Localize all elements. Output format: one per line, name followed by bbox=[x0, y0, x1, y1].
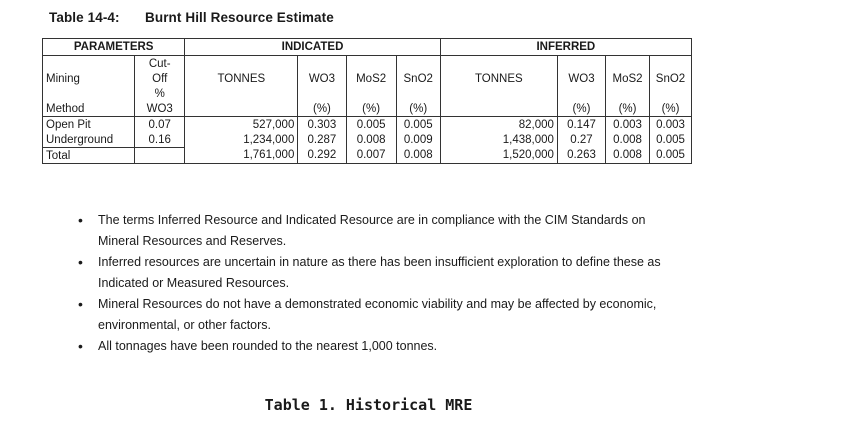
row-method: Underground bbox=[43, 132, 135, 148]
row-indicated-tonnes: 1,761,000 bbox=[185, 148, 298, 164]
indicated-sno2-header: SnO2 bbox=[396, 71, 440, 86]
row-indicated-mos2: 0.008 bbox=[346, 132, 396, 148]
figure-caption: Table 1. Historical MRE bbox=[264, 396, 473, 414]
inferred-sno2-header: SnO2 bbox=[650, 71, 692, 86]
row-method: Open Pit bbox=[43, 117, 135, 133]
row-inferred-sno2: 0.005 bbox=[650, 148, 692, 164]
inferred-sno2-unit: (%) bbox=[650, 101, 692, 117]
indicated-sno2-unit: (%) bbox=[396, 101, 440, 117]
indicated-header: INDICATED bbox=[185, 39, 440, 56]
row-indicated-wo3: 0.292 bbox=[298, 148, 346, 164]
row-cutoff bbox=[135, 148, 185, 164]
indicated-mos2-unit: (%) bbox=[346, 101, 396, 117]
row-inferred-wo3: 0.263 bbox=[557, 148, 605, 164]
note-item: • Inferred resources are uncertain in nature as there has been insufficient exploration to define these as Indicated or Measured Resources. bbox=[78, 252, 668, 294]
table-row bbox=[43, 117, 692, 133]
row-indicated-mos2: 0.007 bbox=[346, 148, 396, 164]
row-inferred-sno2: 0.005 bbox=[650, 132, 692, 148]
row-cutoff: 0.16 bbox=[135, 132, 185, 148]
cutoff-header-line4: WO3 bbox=[135, 101, 185, 117]
table-number: Table 14-4: bbox=[49, 10, 120, 25]
table-name: Burnt Hill Resource Estimate bbox=[145, 10, 334, 25]
indicated-tonnes-header: TONNES bbox=[185, 71, 298, 86]
mining-header-line1: Mining bbox=[43, 71, 135, 86]
inferred-mos2-unit: (%) bbox=[606, 101, 650, 117]
row-method: Total bbox=[43, 148, 135, 164]
note-item: • All tonnages have been rounded to the nearest 1,000 tonnes. bbox=[78, 336, 668, 357]
row-inferred-mos2: 0.003 bbox=[606, 117, 650, 133]
inferred-wo3-header: WO3 bbox=[557, 71, 605, 86]
header-row-1 bbox=[43, 56, 692, 72]
inferred-mos2-header: MoS2 bbox=[606, 71, 650, 86]
inferred-tonnes-header: TONNES bbox=[440, 71, 557, 86]
indicated-mos2-header: MoS2 bbox=[346, 71, 396, 86]
header-row-3 bbox=[43, 86, 692, 101]
indicated-wo3-unit: (%) bbox=[298, 101, 346, 117]
cutoff-header-line2: Off bbox=[135, 71, 185, 86]
indicated-wo3-header: WO3 bbox=[298, 71, 346, 86]
cutoff-header-line3: % bbox=[135, 86, 185, 101]
header-row-4 bbox=[43, 101, 692, 117]
note-item: • The terms Inferred Resource and Indicated Resource are in compliance with the CIM Standards on Mineral Resources and Reserves. bbox=[78, 210, 668, 252]
inferred-wo3-unit: (%) bbox=[557, 101, 605, 117]
row-indicated-tonnes: 527,000 bbox=[185, 117, 298, 133]
row-inferred-tonnes: 82,000 bbox=[440, 117, 557, 133]
header-row-2 bbox=[43, 71, 692, 86]
table-title bbox=[49, 10, 334, 25]
row-indicated-mos2: 0.005 bbox=[346, 117, 396, 133]
notes-list bbox=[78, 210, 668, 357]
mining-header-line2: Method bbox=[43, 101, 135, 117]
row-indicated-wo3: 0.303 bbox=[298, 117, 346, 133]
row-inferred-sno2: 0.003 bbox=[650, 117, 692, 133]
group-header-row bbox=[43, 39, 692, 56]
row-inferred-wo3: 0.147 bbox=[557, 117, 605, 133]
row-inferred-mos2: 0.008 bbox=[606, 148, 650, 164]
resource-estimate-table bbox=[42, 38, 692, 164]
row-indicated-sno2: 0.005 bbox=[396, 117, 440, 133]
table-row bbox=[43, 132, 692, 148]
parameters-header: PARAMETERS bbox=[43, 39, 185, 56]
row-indicated-wo3: 0.287 bbox=[298, 132, 346, 148]
row-indicated-sno2: 0.009 bbox=[396, 132, 440, 148]
row-indicated-tonnes: 1,234,000 bbox=[185, 132, 298, 148]
table-row-total bbox=[43, 148, 692, 164]
row-cutoff: 0.07 bbox=[135, 117, 185, 133]
inferred-header: INFERRED bbox=[440, 39, 691, 56]
row-inferred-tonnes: 1,438,000 bbox=[440, 132, 557, 148]
row-indicated-sno2: 0.008 bbox=[396, 148, 440, 164]
row-inferred-wo3: 0.27 bbox=[557, 132, 605, 148]
note-item: • Mineral Resources do not have a demonstrated economic viability and may be affected by economic, environmental, or other factors. bbox=[78, 294, 668, 336]
row-inferred-tonnes: 1,520,000 bbox=[440, 148, 557, 164]
row-inferred-mos2: 0.008 bbox=[606, 132, 650, 148]
cutoff-header-line1: Cut- bbox=[135, 56, 185, 72]
